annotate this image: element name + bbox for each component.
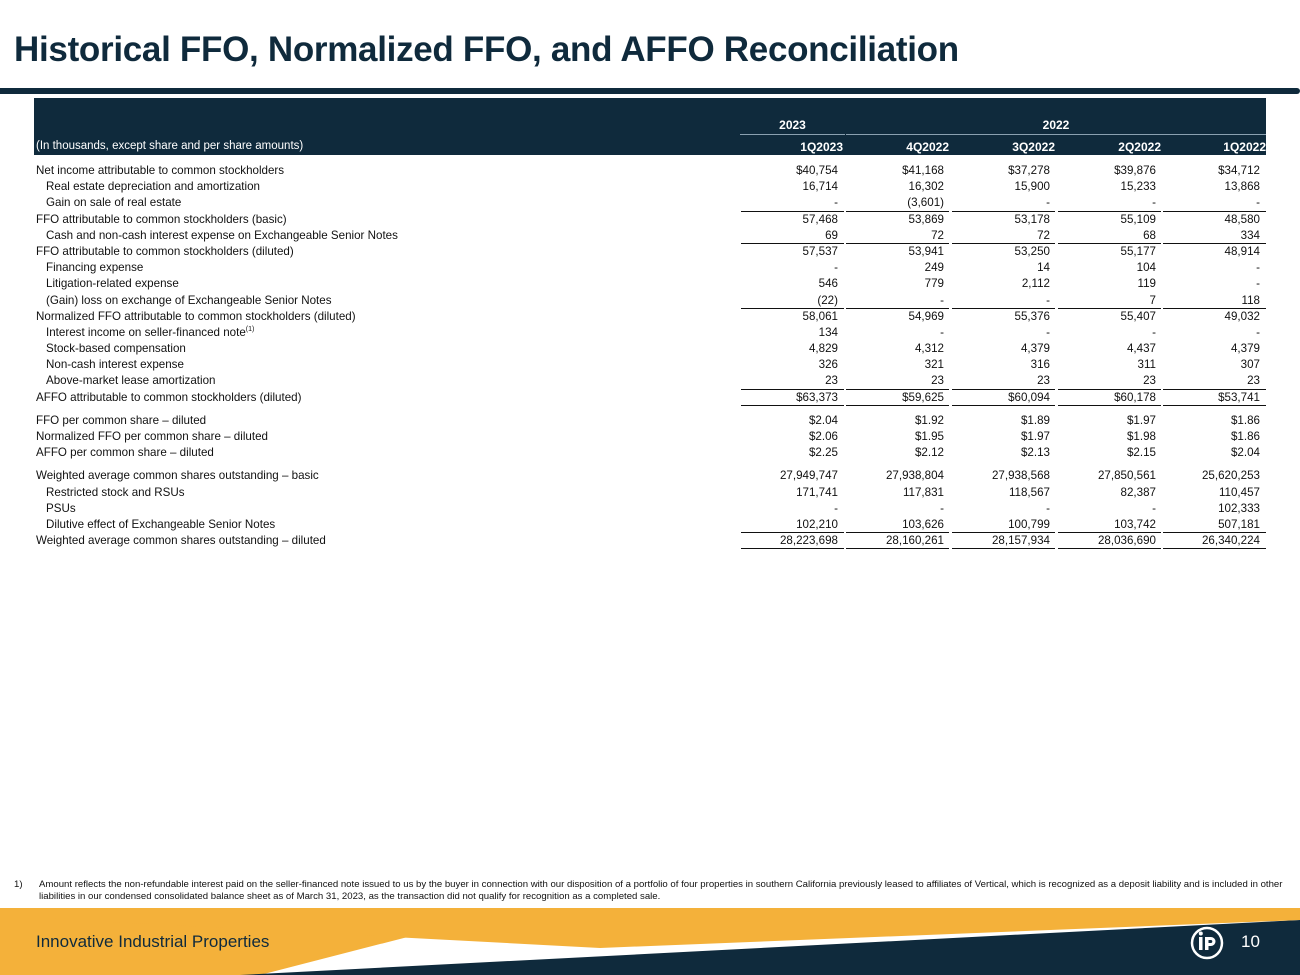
row-label-text: Litigation-related expense <box>46 277 179 291</box>
table-cell: 321 <box>924 358 944 372</box>
row-label-text: FFO attributable to common stockholders (basic) <box>36 212 287 226</box>
table-cell: - <box>834 501 838 515</box>
table-cell: 100,799 <box>1008 517 1050 531</box>
row-label-text: Cash and non-cash interest expense on Exchangeable Senior Notes <box>46 228 398 242</box>
table-cell: - <box>834 196 838 210</box>
units-note: (In thousands, except share and per share amounts) <box>36 140 304 152</box>
row-label <box>36 244 294 260</box>
row-label <box>46 357 184 373</box>
subtotal-rule <box>1163 548 1266 549</box>
table-cell: - <box>940 325 944 339</box>
table-cell: - <box>1152 325 1156 339</box>
table-cell: - <box>1046 501 1050 515</box>
table-row <box>34 212 1266 228</box>
table-cell: 117,831 <box>902 485 944 499</box>
table-cell: - <box>1256 277 1260 291</box>
table-row <box>34 325 1266 341</box>
table-cell: 7 <box>1149 293 1156 307</box>
row-label-text: Net income attributable to common stockholders <box>36 164 285 177</box>
table-cell: $34,712 <box>1218 164 1260 177</box>
table-cell: - <box>1256 196 1260 210</box>
subtotal-rule <box>1058 548 1161 549</box>
table-cell: 55,177 <box>1120 244 1156 258</box>
table-cell: 104 <box>1136 261 1156 275</box>
row-label-text: Above-market lease amortization <box>46 374 216 388</box>
table-cell: 16,302 <box>908 180 944 194</box>
reconciliation-table <box>34 98 1266 549</box>
table-row <box>34 445 1266 461</box>
row-label <box>46 276 179 292</box>
table-cell: 53,178 <box>1014 212 1050 226</box>
subtotal-rule <box>1058 405 1161 406</box>
table-cell: 779 <box>924 277 944 291</box>
table-cell: 54,969 <box>908 309 944 323</box>
table-header <box>34 98 1266 155</box>
table-cell: 57,537 <box>802 244 838 258</box>
table-cell: 53,250 <box>1014 244 1050 258</box>
footnote-marker: (1) <box>245 325 255 333</box>
row-label-text: Restricted stock and RSUs <box>46 485 185 499</box>
row-label <box>46 195 181 211</box>
table-cell: 103,626 <box>902 517 944 531</box>
row-label <box>46 293 332 309</box>
row-label <box>36 445 214 461</box>
table-cell: 4,437 <box>1126 342 1156 356</box>
row-label-text: FFO attributable to common stockholders (diluted) <box>36 244 294 258</box>
subtotal-rule <box>1163 405 1266 406</box>
table-cell: - <box>1152 196 1156 210</box>
table-cell: - <box>1046 325 1050 339</box>
table-cell: $2.04 <box>808 413 838 427</box>
row-label-text: Non-cash interest expense <box>46 358 184 372</box>
year-group-underline <box>846 134 1266 135</box>
table-cell: 72 <box>931 228 944 242</box>
row-label <box>46 373 215 389</box>
row-label-text: FFO per common share – diluted <box>36 413 207 427</box>
row-label <box>36 163 284 179</box>
table-row <box>34 357 1266 373</box>
table-cell: $60,094 <box>1008 390 1050 404</box>
table-cell: 311 <box>1137 358 1156 372</box>
table-cell: 58,061 <box>802 309 838 323</box>
table-cell: 546 <box>818 277 838 291</box>
table-cell: 16,714 <box>802 180 838 194</box>
row-label <box>36 413 206 429</box>
table-cell: 23 <box>931 374 944 388</box>
table-row <box>34 501 1266 517</box>
table-cell: 48,580 <box>1224 212 1260 226</box>
table-cell: $37,278 <box>1008 164 1050 177</box>
table-cell: 23 <box>825 374 838 388</box>
row-label <box>46 260 143 276</box>
table-cell: 28,160,261 <box>885 534 944 548</box>
row-label <box>36 468 319 484</box>
page-title: Historical FFO, Normalized FFO, and AFFO Reconciliation <box>14 30 959 69</box>
column-header: 3Q2022 <box>1012 140 1055 154</box>
table-cell: 28,036,690 <box>1097 534 1156 548</box>
table-cell: 49,032 <box>1224 309 1260 323</box>
table-cell: 26,340,224 <box>1201 534 1260 548</box>
column-header: 4Q2022 <box>906 140 949 154</box>
table-cell: $39,876 <box>1114 164 1156 177</box>
row-label-text: Real estate depreciation and amortization <box>46 180 260 194</box>
row-label-text: Dilutive effect of Exchangeable Senior Notes <box>46 517 276 531</box>
table-row <box>34 533 1266 549</box>
table-cell: $2.25 <box>808 446 838 460</box>
table-cell: 13,868 <box>1224 180 1260 194</box>
table-cell: 4,829 <box>808 342 838 356</box>
table-cell: 69 <box>825 228 838 242</box>
table-cell: $2.12 <box>914 446 944 460</box>
title-divider <box>0 88 1300 94</box>
row-label <box>36 212 287 228</box>
row-label <box>46 179 260 195</box>
table-row <box>34 485 1266 501</box>
table-cell: 326 <box>818 358 838 372</box>
year-group-2022: 2022 <box>1042 118 1070 132</box>
table-cell: 82,387 <box>1120 485 1156 499</box>
row-label <box>36 309 356 325</box>
page-number: 10 <box>1241 932 1260 951</box>
row-label-text: Stock-based compensation <box>46 342 186 356</box>
table-cell: 119 <box>1137 277 1156 291</box>
table-cell: $2.04 <box>1230 446 1260 460</box>
row-label-text: (Gain) loss on exchange of Exchangeable Senior Notes <box>46 293 332 307</box>
table-cell: - <box>1046 293 1050 307</box>
table-row <box>34 429 1266 445</box>
table-cell: 118,567 <box>1008 485 1050 499</box>
row-label-text: Normalized FFO attributable to common stockholders (diluted) <box>36 309 356 323</box>
footnote-text: Amount reflects the non-refundable interest paid on the seller-financed note issued to us by the buyer in connection with our disposition of a portfolio of four properties in southern California previously leased to affiliates of Vertical, which is recognized as a deposit liability and is included in other liabilities in our condensed consolidated balance sheet as of March 31, 2023, as the transaction did not qualify for recognition as a completed sale. <box>39 879 1283 902</box>
table-cell: $40,754 <box>796 164 838 177</box>
table-row <box>34 341 1266 357</box>
row-label <box>36 390 301 406</box>
table-cell: - <box>1046 196 1050 210</box>
table-cell: $2.15 <box>1126 446 1156 460</box>
table-cell: $41,168 <box>902 164 944 177</box>
table-cell: $1.95 <box>914 430 944 443</box>
table-cell: 72 <box>1037 228 1050 242</box>
table-cell: 53,941 <box>908 244 944 258</box>
subtotal-rule <box>741 405 844 406</box>
table-cell: - <box>940 501 944 515</box>
table-row <box>34 517 1266 533</box>
table-row <box>34 163 1266 179</box>
table-cell: 15,900 <box>1014 180 1050 194</box>
year-group-2023: 2023 <box>779 118 806 132</box>
table-row <box>34 179 1266 195</box>
table-cell: $1.89 <box>1020 413 1050 427</box>
column-header: 2Q2022 <box>1118 140 1161 154</box>
table-cell: $2.06 <box>808 430 838 443</box>
table-cell: 307 <box>1240 358 1260 372</box>
table-cell: 57,468 <box>802 212 838 226</box>
table-cell: 68 <box>1143 228 1156 242</box>
table-cell: $53,741 <box>1218 390 1260 404</box>
table-cell: $1.98 <box>1126 430 1156 443</box>
table-cell: $59,625 <box>902 390 944 404</box>
table-cell: - <box>834 261 838 275</box>
table-cell: - <box>1256 261 1260 275</box>
row-label-text: AFFO per common share – diluted <box>36 446 214 460</box>
subtotal-rule <box>846 548 949 549</box>
table-row <box>34 195 1266 211</box>
table-cell: $1.97 <box>1020 430 1050 443</box>
table-cell: 55,376 <box>1014 309 1050 323</box>
row-label-text: Gain on sale of real estate <box>46 196 182 210</box>
table-row <box>34 260 1266 276</box>
company-name: Innovative Industrial Properties <box>36 932 270 951</box>
table-cell: 25,620,253 <box>1201 469 1260 483</box>
table-row <box>34 468 1266 484</box>
row-label <box>46 325 254 341</box>
table-cell: 334 <box>1240 228 1260 242</box>
table-cell: 28,223,698 <box>779 534 838 548</box>
column-header: 1Q2023 <box>800 140 843 154</box>
table-row <box>34 373 1266 389</box>
table-cell: 55,407 <box>1120 309 1156 323</box>
row-label-text: AFFO attributable to common stockholders (diluted) <box>36 390 302 404</box>
table-cell: $1.92 <box>914 413 944 427</box>
table-cell: - <box>1152 501 1156 515</box>
table-cell: 28,157,934 <box>991 534 1050 548</box>
row-label <box>46 501 76 517</box>
table-cell: 4,379 <box>1230 342 1260 356</box>
table-cell: 48,914 <box>1224 244 1260 258</box>
table-cell: $1.86 <box>1230 430 1260 443</box>
row-label-text: Normalized FFO per common share – diluted <box>36 430 268 443</box>
table-cell: - <box>1256 325 1260 339</box>
row-label <box>36 533 326 549</box>
table-cell: 2,112 <box>1021 277 1050 291</box>
row-label-text: Financing expense <box>46 261 144 275</box>
table-cell: 27,850,561 <box>1097 469 1156 483</box>
table-cell: 134 <box>818 325 838 339</box>
table-cell: $1.97 <box>1126 413 1156 427</box>
table-cell: 171,741 <box>796 485 838 499</box>
row-label-text: Weighted average common shares outstanding – basic <box>36 469 319 483</box>
row-label <box>46 228 398 244</box>
table-cell: 316 <box>1030 358 1050 372</box>
table-cell: 103,742 <box>1114 517 1156 531</box>
table-cell: 27,938,804 <box>885 469 944 483</box>
row-label-text: PSUs <box>46 501 76 515</box>
table-row <box>34 293 1266 309</box>
company-logo-icon <box>1190 926 1224 960</box>
table-cell: 110,457 <box>1218 485 1260 499</box>
table-cell: $60,178 <box>1114 390 1156 404</box>
footnote-number: 1) <box>14 879 23 890</box>
table-cell: (22) <box>817 293 838 307</box>
table-cell: (3,601) <box>907 196 944 210</box>
table-cell: $1.86 <box>1230 413 1260 427</box>
table-cell: 27,938,568 <box>991 469 1050 483</box>
table-cell: 27,949,747 <box>779 469 838 483</box>
row-label-text: Interest income on seller-financed note <box>46 325 246 339</box>
table-cell: 249 <box>924 261 944 275</box>
row-label <box>46 517 275 533</box>
table-cell: 4,379 <box>1020 342 1050 356</box>
table-row <box>34 413 1266 429</box>
table-cell: 53,869 <box>908 212 944 226</box>
year-group-underline <box>740 134 845 135</box>
table-row <box>34 309 1266 325</box>
row-label <box>46 485 185 501</box>
table-cell: 102,210 <box>796 517 838 531</box>
table-cell: 507,181 <box>1218 517 1260 531</box>
row-label <box>46 341 186 357</box>
table-cell: - <box>940 293 944 307</box>
row-label <box>36 429 268 445</box>
subtotal-rule <box>741 548 844 549</box>
table-cell: 118 <box>1241 293 1260 307</box>
table-cell: 4,312 <box>914 342 944 356</box>
table-row <box>34 390 1266 406</box>
table-cell: $63,373 <box>796 390 838 404</box>
row-label-text: Weighted average common shares outstanding – diluted <box>36 534 326 548</box>
table-cell: 15,233 <box>1120 180 1156 194</box>
column-header: 1Q2022 <box>1223 140 1266 154</box>
table-cell: 23 <box>1143 374 1156 388</box>
subtotal-rule <box>952 548 1055 549</box>
table-cell: 23 <box>1037 374 1050 388</box>
subtotal-rule <box>952 405 1055 406</box>
table-cell: $2.13 <box>1020 446 1050 460</box>
table-row <box>34 276 1266 292</box>
table-cell: 55,109 <box>1120 212 1156 226</box>
table-cell: 102,333 <box>1218 501 1260 515</box>
table-body <box>34 163 1266 549</box>
table-row <box>34 244 1266 260</box>
table-cell: 23 <box>1247 374 1260 388</box>
table-row <box>34 228 1266 244</box>
table-cell: 14 <box>1037 261 1050 275</box>
subtotal-rule <box>846 405 949 406</box>
